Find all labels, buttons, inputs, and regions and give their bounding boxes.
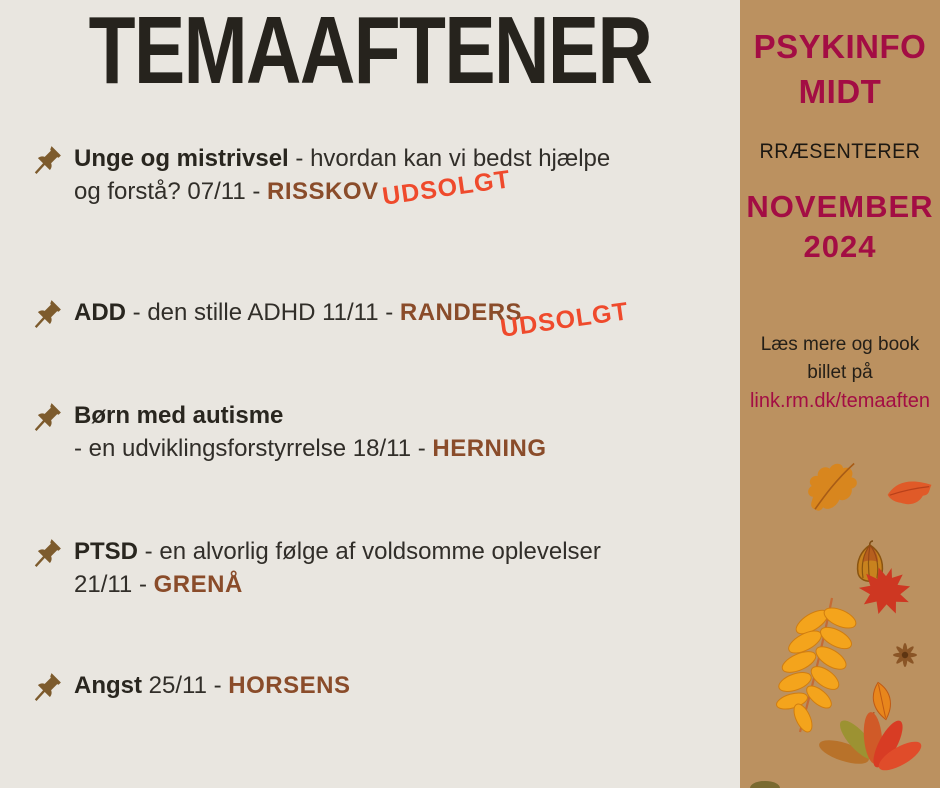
- event-name: Børn med autisme: [74, 402, 284, 429]
- event-line: [74, 296, 522, 329]
- sold-out-badge: UDSOLGT: [380, 165, 513, 211]
- booking-info-line1: Læs mere og book: [760, 334, 920, 355]
- booking-link[interactable]: link.rm.dk/temaaften: [749, 390, 931, 412]
- event-line: [74, 568, 601, 601]
- event-location: GRENÅ: [153, 571, 243, 598]
- event-item: [30, 669, 720, 704]
- month-line1: NOVEMBER: [746, 189, 934, 224]
- event-line: [74, 142, 610, 175]
- event-item: [30, 535, 720, 601]
- event-location: HERNING: [432, 435, 547, 462]
- pushpin-icon: [30, 400, 64, 434]
- event-text: [74, 399, 547, 465]
- event-name: Unge og mistrivsel: [74, 145, 289, 172]
- event-text: [74, 296, 522, 329]
- event-description: - en alvorlig følge af voldsomme oplevelser: [138, 538, 601, 565]
- pushpin-icon: [30, 536, 64, 570]
- event-description: - hvordan kan vi bedst hjælpe: [288, 145, 611, 172]
- sold-out-badge: UDSOLGT: [498, 297, 631, 343]
- brand-line2: MIDT: [798, 73, 882, 110]
- event-name: PTSD: [74, 538, 139, 565]
- orange-leaf-icon: [864, 678, 900, 725]
- oak-leaf-icon: [795, 449, 875, 521]
- pushpin-icon: [30, 143, 64, 177]
- event-line: [74, 669, 350, 702]
- event-description: - den stille ADHD 11/11 -: [126, 299, 400, 326]
- event-line: [74, 399, 547, 432]
- event-location: RANDERS: [399, 299, 523, 326]
- pushpin-icon: [30, 670, 64, 704]
- poster-title: TEMAAFTENER: [88, 0, 652, 104]
- event-line: [74, 535, 601, 568]
- event-text: [74, 669, 350, 702]
- booking-info-line2: billet på: [807, 362, 873, 383]
- event-line: [74, 175, 610, 208]
- brand-name: [740, 24, 940, 114]
- star-anise-icon: [890, 640, 920, 670]
- maple-leaf-icon: [852, 560, 918, 623]
- brand-line1: PSYKINFO: [753, 28, 927, 65]
- leaf-stub-icon: [748, 778, 782, 788]
- presents-label: RRÆSENTERER: [759, 140, 921, 163]
- creeper-leaf-icon: [816, 712, 926, 788]
- event-name: ADD: [74, 299, 126, 326]
- event-text: [74, 535, 601, 601]
- red-leaf-icon: [884, 473, 937, 515]
- physalis-pod-icon: [853, 540, 887, 588]
- event-item: [30, 296, 720, 343]
- event-location: HORSENS: [228, 672, 351, 699]
- event-item: [30, 399, 720, 465]
- booking-info: [740, 331, 940, 415]
- month-label: [740, 187, 940, 267]
- event-item: [30, 142, 720, 211]
- rowan-leaf-icon: [772, 596, 860, 734]
- month-line2: 2024: [803, 229, 877, 264]
- event-name: Angst: [74, 672, 142, 699]
- pushpin-icon: [30, 297, 64, 331]
- sidebar: [740, 0, 940, 788]
- event-description: 21/11 -: [74, 571, 154, 598]
- event-location: RISSKOV: [267, 178, 379, 205]
- event-text: [74, 142, 610, 208]
- event-line: [74, 432, 547, 465]
- event-description: og forstå? 07/11 -: [74, 178, 268, 205]
- event-description: - en udviklingsforstyrrelse 18/11 -: [74, 435, 433, 462]
- event-description: 25/11 -: [142, 672, 229, 699]
